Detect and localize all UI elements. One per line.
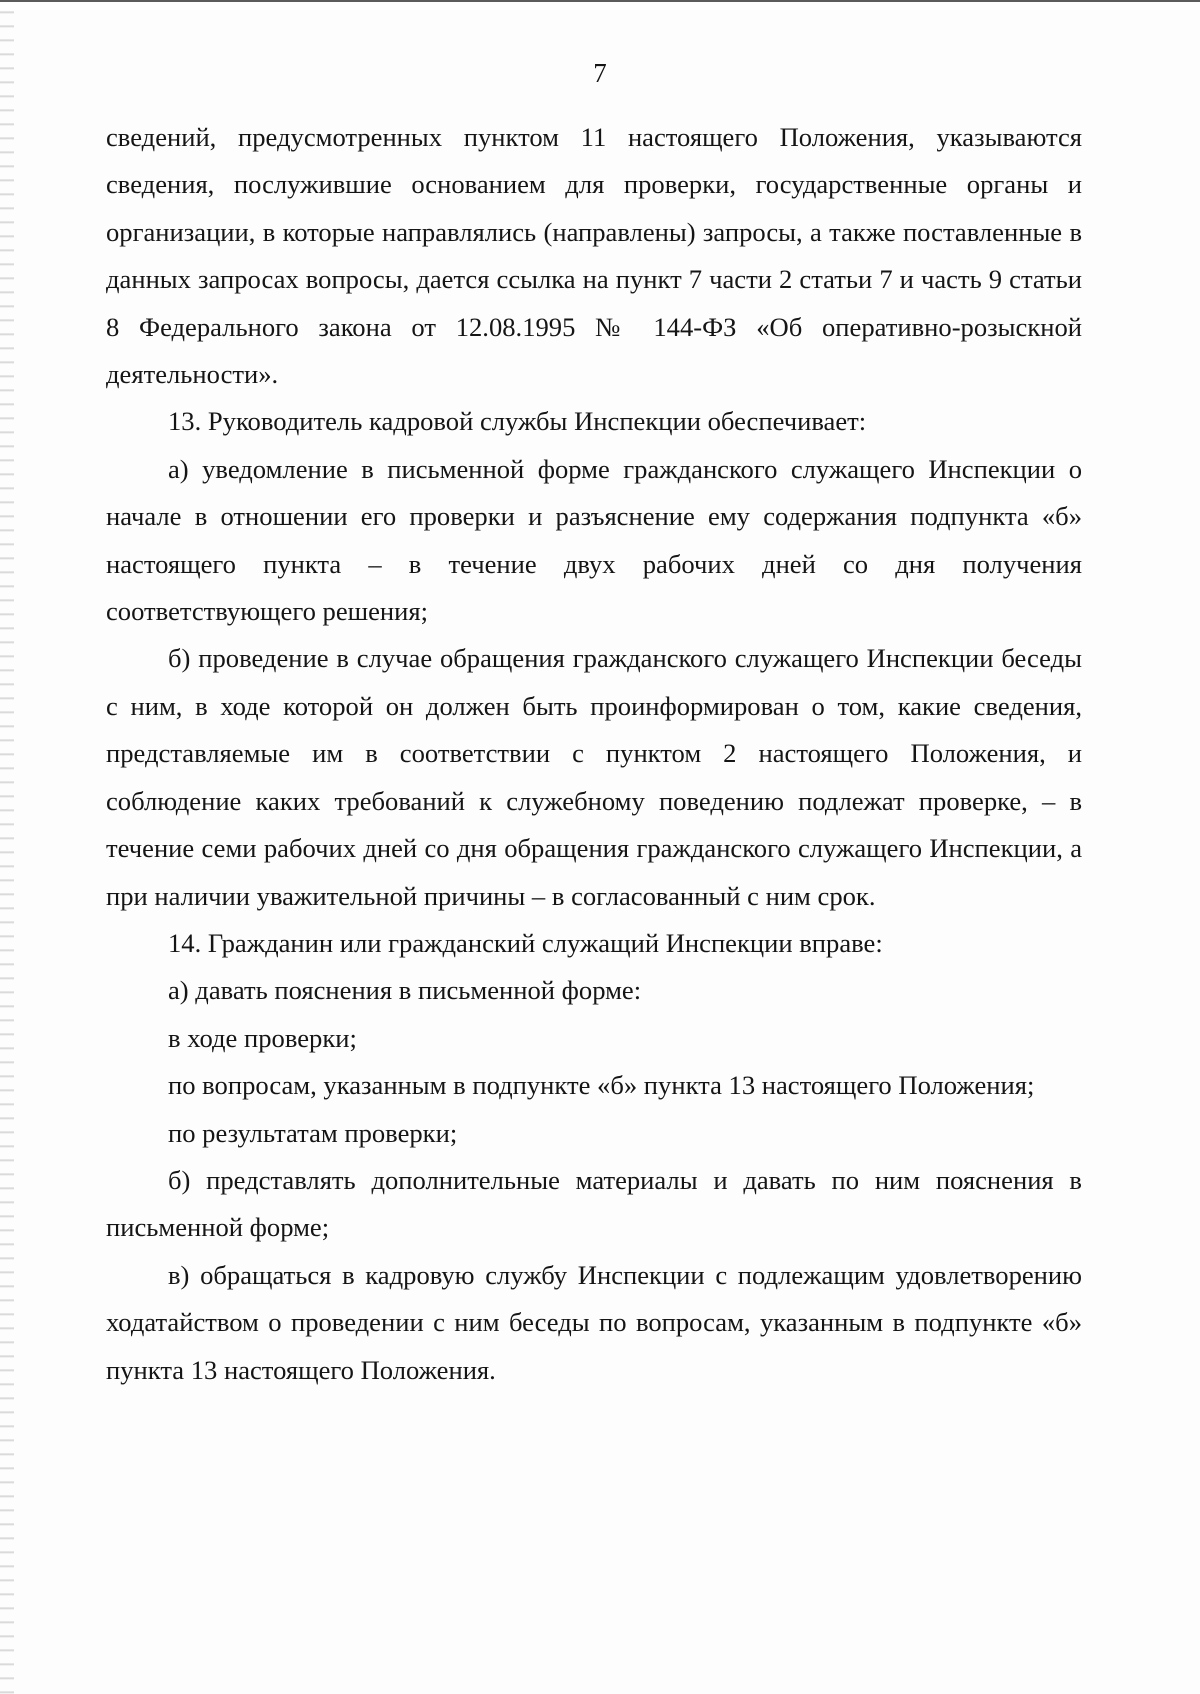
paragraph-item-13-b: б) проведение в случае обращения гражданского служащего Инспекции беседы с ним, в ходе которой он должен быть проинформирован о том, какие сведения, представляемые им в соответствии с пунктом 2 настоящего Положения, и соблюдение каких требований к служебному поведению подлежат проверке, – в течение семи рабочих дней со дня обращения гражданского служащего Инспекции, а при наличии уважительной причины – в согласованный с ним срок.	[106, 643, 1082, 911]
paragraph-item-14-b: б) представлять дополнительные материалы и давать по ним пояснения в письменной форме;	[106, 1164, 1082, 1243]
paragraph-item-14-a-3: по результатам проверки;	[168, 1117, 458, 1148]
paragraph-continuation: сведений, предусмотренных пунктом 11 настоящего Положения, указываются сведения, послужившие основанием для проверки, государственные органы и организации, в которые направлялись (направлены) запросы, а также поставленные в данных запросах вопросы, дается ссылка на пункт 7 части 2 статьи 7 и часть 9 статьи 8 Федерального закона от 12.08.1995 № 144-ФЗ «Об оперативно-розыскной деятельности».	[106, 122, 1082, 390]
paragraph-item-14-c: в) обращаться в кадровую службу Инспекции с подлежащим удовлетворению ходатайством о проведении с ним беседы по вопросам, указанным в подпункте «б» пункта 13 настоящего Положения.	[106, 1259, 1082, 1385]
paragraph-item-14: 14. Гражданин или гражданский служащий Инспекции вправе:	[168, 927, 883, 958]
paragraph-item-13-a: а) уведомление в письменной форме гражданского служащего Инспекции о начале в отношении его проверки и разъяснение ему содержания подпункта «б» настоящего пункта – в течение двух рабочих дней со дня получения соответствующего решения;	[106, 453, 1082, 627]
paragraph-item-14-a: а) давать пояснения в письменной форме:	[168, 975, 642, 1006]
scan-border-left	[0, 0, 14, 1694]
scan-border-top	[0, 0, 1200, 2]
page-number: 7	[593, 58, 607, 88]
paragraph-item-14-a-2: по вопросам, указанным в подпункте «б» пункта 13 настоящего Положения;	[168, 1070, 1035, 1101]
paragraph-item-13: 13. Руководитель кадровой службы Инспекции обеспечивает:	[168, 406, 867, 437]
paragraph-item-14-a-1: в ходе проверки;	[168, 1022, 357, 1053]
document-body	[106, 114, 1082, 1394]
